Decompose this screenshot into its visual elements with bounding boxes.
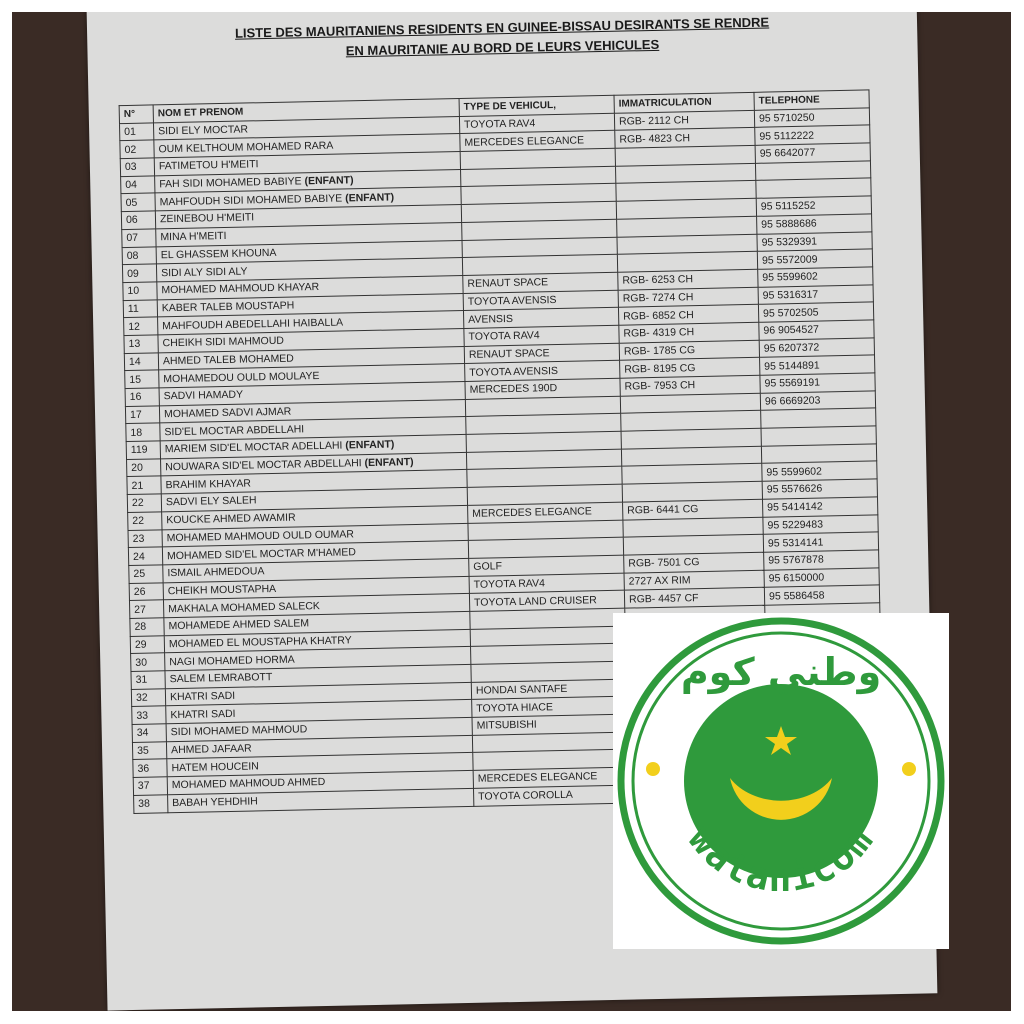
row-phone: 95 5599602 (758, 267, 873, 287)
row-vehicle: TOYOTA RAV4 (469, 573, 624, 594)
row-plate: RGB- 6253 CH (618, 269, 758, 290)
row-phone: 95 6642077 (755, 143, 870, 163)
row-phone: 95 5112222 (755, 125, 870, 145)
row-number: 29 (130, 635, 164, 653)
row-phone: 95 5572009 (757, 249, 872, 269)
row-number: 21 (127, 476, 161, 494)
left-dot (646, 762, 660, 776)
row-plate: RGB- 2112 CH (614, 110, 754, 131)
row-name-text: SID'EL MOCTAR ABDELLAHI (164, 423, 305, 438)
row-number: 07 (122, 229, 156, 247)
row-number: 26 (129, 582, 163, 600)
row-plate: RGB- 6852 CH (618, 305, 758, 326)
row-name-text: AHMED TALEB MOHAMED (162, 352, 294, 368)
row-plate: RGB- 7501 CG (624, 552, 764, 573)
row-phone: 95 5888686 (757, 214, 872, 234)
row-number: 01 (119, 123, 153, 141)
row-name-text: BRAHIM KHAYAR (165, 477, 252, 492)
row-phone: 95 5314141 (763, 532, 878, 552)
row-vehicle: HONDAI SANTAFE (471, 679, 626, 700)
row-vehicle: TOYOTA HIACE (472, 697, 627, 718)
row-vehicle: AVENSIS (463, 307, 618, 328)
row-number: 35 (132, 742, 166, 760)
row-name-text: FAH SIDI MOHAMED BABIYE (159, 175, 302, 191)
row-plate: 2727 AX RIM (624, 570, 764, 591)
row-vehicle: MERCEDES ELEGANCE (473, 767, 628, 788)
row-plate: RGB- 6441 CG (623, 499, 763, 520)
row-name-text: KHATRI SADI (170, 707, 236, 721)
row-number: 24 (128, 547, 162, 565)
document-title-line1: LISTE DES MAURITANIENS RESIDENTS EN GUINEE-BISSAU DESIRANTS SE RENDRE (234, 14, 770, 41)
row-number: 23 (128, 529, 162, 547)
row-name-text: MOHAMED EL MOUSTAPHA KHATRY (168, 634, 352, 651)
row-name-text: MOHAMEDE AHMED SALEM (168, 617, 310, 633)
header-plate: IMMATRICULATION (614, 92, 754, 113)
row-vehicle: TOYOTA RAV4 (459, 113, 614, 134)
row-name-text: MAHFOUDH ABEDELLAHI HAIBALLA (162, 316, 344, 332)
header-number: N° (119, 105, 153, 123)
row-number: 34 (132, 724, 166, 742)
row-plate: RGB- 4319 CH (619, 322, 759, 343)
row-vehicle: MERCEDES ELEGANCE (468, 502, 623, 523)
row-number: 08 (122, 246, 156, 264)
row-number: 20 (127, 459, 161, 477)
row-child-tag: (ENFANT) (304, 174, 354, 188)
row-name-text: MOHAMED MAHMOUD KHAYAR (161, 281, 320, 297)
row-phone: 95 5576626 (762, 479, 877, 499)
row-name-text: MAHFOUDH SIDI MOHAMED BABIYE (159, 192, 343, 209)
row-number: 31 (131, 671, 165, 689)
document-title-line2: EN MAURITANIE AU BORD DE LEURS VEHICULES (345, 36, 660, 59)
row-name-text: MINA H'MEITI (160, 230, 227, 244)
row-phone: 95 5414142 (762, 497, 877, 517)
row-name-text: SADVI HAMADY (163, 388, 244, 403)
row-name-text: MAKHALA MOHAMED SALECK (168, 599, 320, 615)
row-name-text: SADVI ELY SALEH (165, 494, 257, 509)
row-name-text: MOHAMED MAHMOUD AHMED (171, 776, 326, 792)
row-name-text: MOHAMED SID'EL MOCTAR M'HAMED (166, 545, 357, 562)
row-name-text: NAGI MOHAMED HORMA (169, 653, 295, 668)
row-number: 09 (122, 264, 156, 282)
row-number: 06 (121, 211, 155, 229)
row-name-text: BABAH YEHDHIH (172, 795, 258, 810)
row-child-tag: (ENFANT) (345, 438, 395, 452)
row-name-text: KABER TALEB MOUSTAPH (161, 299, 295, 315)
header-name: NOM ET PRENOM (153, 99, 459, 123)
right-dot (902, 762, 916, 776)
row-name-text: SIDI MOHAMED MAHMOUD (170, 723, 308, 739)
row-vehicle: TOYOTA RAV4 (464, 325, 619, 346)
row-name-text: ZEINEBOU H'MEITI (159, 211, 255, 226)
row-vehicle: TOYOTA AVENSIS (465, 361, 620, 382)
row-number: 02 (120, 140, 154, 158)
watanicom-emblem (613, 613, 949, 949)
row-vehicle: TOYOTA AVENSIS (463, 290, 618, 311)
row-phone: 95 5586458 (764, 585, 879, 605)
row-number: 22 (127, 494, 161, 512)
row-phone: 95 5599602 (762, 461, 877, 481)
row-name-text: CHEIKH MOUSTAPHA (167, 582, 277, 598)
row-number: 11 (123, 299, 157, 317)
row-phone: 95 5115252 (756, 196, 871, 216)
logo-arabic-text: وطني كوم (680, 650, 882, 694)
row-vehicle: MITSUBISHI (472, 714, 627, 735)
logo-latin-text: watanicom (679, 817, 883, 900)
row-phone: 95 6207372 (759, 338, 874, 358)
row-name-text: OUM KELTHOUM MOHAMED RARA (158, 139, 334, 156)
row-name-text: MOHAMED SADVI AJMAR (163, 405, 292, 421)
row-number: 15 (125, 370, 159, 388)
row-number: 03 (120, 158, 154, 176)
row-name-text: MARIEM SID'EL MOCTAR ADELLAHI (164, 439, 343, 456)
row-vehicle: RENAUT SPACE (464, 343, 619, 364)
row-number: 18 (126, 423, 160, 441)
row-number: 32 (131, 688, 165, 706)
row-number: 12 (124, 317, 158, 335)
row-name-text: KOUCKE AHMED AWAMIR (166, 511, 296, 527)
row-plate: RGB- 8195 CG (620, 358, 760, 379)
row-name-text: EL GHASSEM KHOUNA (160, 246, 277, 262)
row-phone: 95 5710250 (754, 108, 869, 128)
row-number: 36 (133, 759, 167, 777)
row-name-text: CHEIKH SIDI MAHMOUD (162, 335, 285, 350)
row-number: 30 (131, 653, 165, 671)
row-plate: RGB- 4823 CH (615, 128, 755, 149)
photo-background (12, 12, 1011, 1011)
row-phone: 95 5229483 (763, 514, 878, 534)
row-phone: 95 5702505 (758, 302, 873, 322)
row-number: 37 (133, 777, 167, 795)
row-phone: 95 5329391 (757, 231, 872, 251)
row-number: 16 (125, 388, 159, 406)
row-vehicle: GOLF (469, 555, 624, 576)
row-number: 119 (126, 441, 160, 459)
row-child-tag: (ENFANT) (364, 456, 414, 470)
row-phone: 95 5316317 (758, 284, 873, 304)
row-name-text: SIDI ELY MOCTAR (158, 123, 249, 138)
row-phone: 96 9054527 (759, 320, 874, 340)
header-vehicle: TYPE DE VEHICUL, (459, 95, 614, 116)
row-number: 17 (125, 406, 159, 424)
row-phone: 95 6150000 (764, 567, 879, 587)
row-number: 10 (123, 282, 157, 300)
row-name-text: AHMED JAFAAR (170, 742, 252, 757)
header-phone: TELEPHONE (754, 90, 869, 110)
row-number: 13 (124, 335, 158, 353)
row-name-text: MOHAMED MAHMOUD OULD OUMAR (166, 528, 355, 545)
row-number: 27 (129, 600, 163, 618)
row-number: 05 (121, 193, 155, 211)
row-number: 04 (121, 176, 155, 194)
row-name-text: KHATRI SADI (169, 689, 236, 704)
row-phone: 95 5569191 (760, 373, 875, 393)
row-name-text: HATEM HOUCEIN (171, 760, 259, 774)
row-phone: 95 5767878 (764, 550, 879, 570)
row-plate: RGB- 4457 CF (624, 587, 764, 608)
row-number: 25 (129, 565, 163, 583)
row-number: 14 (124, 352, 158, 370)
row-name-text: MOHAMEDOU OULD MOULAYE (163, 369, 320, 385)
watanicom-logo (613, 613, 949, 949)
row-name-text: SALEM LEMRABOTT (169, 671, 273, 686)
row-phone: 96 6669203 (760, 391, 875, 411)
row-plate: RGB- 7953 CH (620, 375, 760, 396)
row-number: 33 (132, 706, 166, 724)
row-vehicle: TOYOTA COROLLA (473, 785, 628, 806)
row-name-text: ISMAIL AHMEDOUA (167, 565, 265, 580)
row-name-text: NOUWARA SID'EL MOCTAR ABDELLAHI (165, 457, 362, 474)
row-vehicle: MERCEDES ELEGANCE (460, 131, 615, 152)
row-vehicle: TOYOTA LAND CRUISER (469, 590, 624, 611)
row-number: 28 (130, 618, 164, 636)
row-name-text: SIDI ALY SIDI ALY (160, 265, 248, 279)
row-number: 22 (128, 512, 162, 530)
row-child-tag: (ENFANT) (345, 191, 395, 205)
row-phone: 95 5144891 (760, 355, 875, 375)
row-vehicle: MERCEDES 190D (465, 378, 620, 399)
row-number: 38 (134, 795, 168, 813)
row-name-text: FATIMETOU H'MEITI (158, 158, 259, 173)
row-vehicle: RENAUT SPACE (463, 272, 618, 293)
row-plate: RGB- 1785 CG (619, 340, 759, 361)
row-plate: RGB- 7274 CH (618, 287, 758, 308)
